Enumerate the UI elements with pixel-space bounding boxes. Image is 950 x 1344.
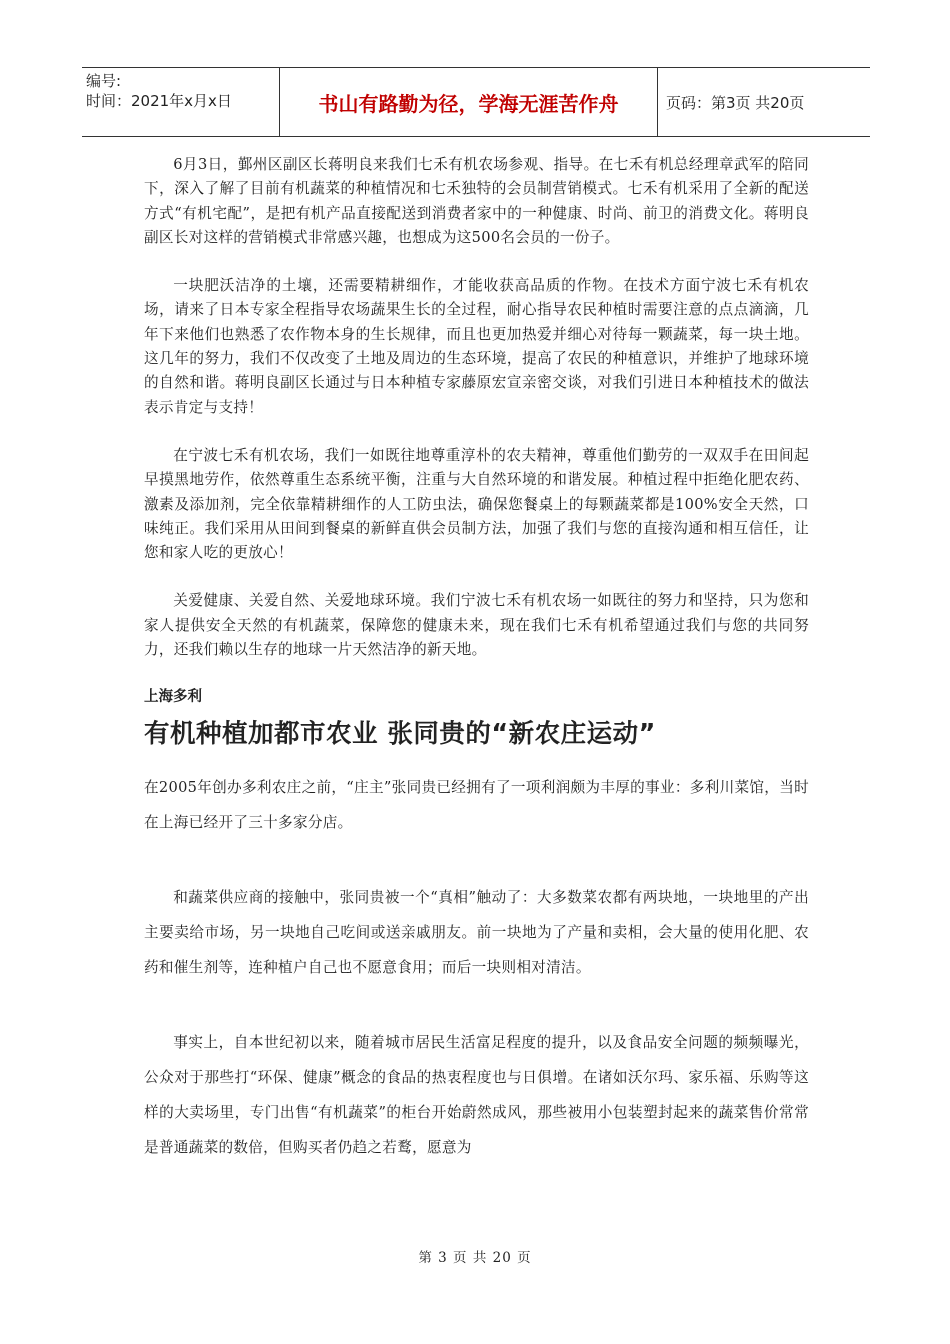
document-date: 时间：2021年x月x日 xyxy=(86,92,232,110)
header-motto: 书山有路勤为径，学海无涯苦作舟 xyxy=(280,68,658,136)
article-paragraph-1: 在2005年创办多利农庄之前，“庄主”张同贵已经拥有了一项利润颇为丰厚的事业：多利川菜馆，当时在上海已经开了三十多家分店。 xyxy=(144,779,809,832)
body-paragraph-4: 关爱健康、关爱自然、关爱地球环境。我们宁波七禾有机农场一如既往的努力和坚持，只为您和家人提供安全天然的有机蔬菜，保障您的健康未来，现在我们七禾有机希望通过我们与您的共同努力，还我们赖以生存的地球一片天然洁净的新天地。 xyxy=(144,592,809,659)
page-footer: 第 3 页 共 20 页 xyxy=(418,1250,532,1266)
header-page-info: 页码：第3页 共20页 xyxy=(666,93,805,112)
body-paragraph-3: 在宁波七禾有机农场，我们一如既往地尊重淳朴的农夫精神，尊重他们勤劳的一双双手在田间起早摸黑地劳作，依然尊重生态系统平衡，注重与大自然环境的和谐发展。种植过程中拒绝化肥农药、激素及添加剂，完全依靠精耕细作的人工防虫法，确保您餐桌上的每颗蔬菜都是100%安全天然，口味纯正。我们采用从田间到餐桌的新鲜直供会员制方法，加强了我们与您的直接沟通和相互信任，让您和家人吃的更放心！ xyxy=(144,446,809,562)
article-title: 有机种植加都市农业 张同贵的“新农庄运动” xyxy=(144,719,656,750)
page-header xyxy=(82,67,870,137)
body-paragraph-1: 6月3日，鄞州区副区长蒋明良来我们七禾有机农场参观、指导。在七禾有机总经理章武军的陪同下，深入了解了目前有机蔬菜的种植情况和七禾独特的会员制营销模式。七禾有机采用了全新的配送方式“有机宅配”，是把有机产品直接配送到消费者家中的一种健康、时尚、前卫的消费文化。蒋明良副区长对这样的营销模式非常感兴趣，也想成为这500名会员的一份子。 xyxy=(144,156,809,246)
body-paragraph-2: 一块肥沃洁净的土壤，还需要精耕细作，才能收获高品质的作物。在技术方面宁波七禾有机农场，请来了日本专家全程指导农场蔬果生长的全过程，耐心指导农民种植时需要注意的点点滴滴，几年下来他们也熟悉了农作物本身的生长规律，而且也更加热爱并细心对待每一颗蔬菜，每一块土地。这几年的努力，我们不仅改变了土地及周边的生态环境，提高了农民的种植意识，并维护了地球环境的自然和谐。蒋明良副区长通过与日本种植专家藤原宏宣亲密交谈，对我们引进日本种植技术的做法表示肯定与支持！ xyxy=(144,277,809,416)
article-paragraph-2: 和蔬菜供应商的接触中，张同贵被一个“真相”触动了：大多数菜农都有两块地，一块地里的产出主要卖给市场，另一块地自己吃间或送亲戚朋友。前一块地为了产量和卖相，会大量的使用化肥、农药和催生剂等，连种植户自己也不愿意食用；而后一块则相对清洁。 xyxy=(144,889,809,977)
document-number-label: 编号: xyxy=(86,72,122,90)
article-paragraph-3: 事实上，自本世纪初以来，随着城市居民生活富足程度的提升，以及食品安全问题的频频曝光，公众对于那些打“环保、健康”概念的食品的热衷程度也与日俱增。在诸如沃尔玛、家乐福、乐购等这样的大卖场里，专门出售“有机蔬菜”的柜台开始蔚然成风，那些被用小包装塑封起来的蔬菜售价常常是普通蔬菜的数倍，但购买者仍趋之若鹜，愿意为 xyxy=(144,1034,809,1157)
header-meta xyxy=(82,68,280,136)
document-body xyxy=(144,153,809,1165)
section-label: 上海多利 xyxy=(144,689,202,706)
